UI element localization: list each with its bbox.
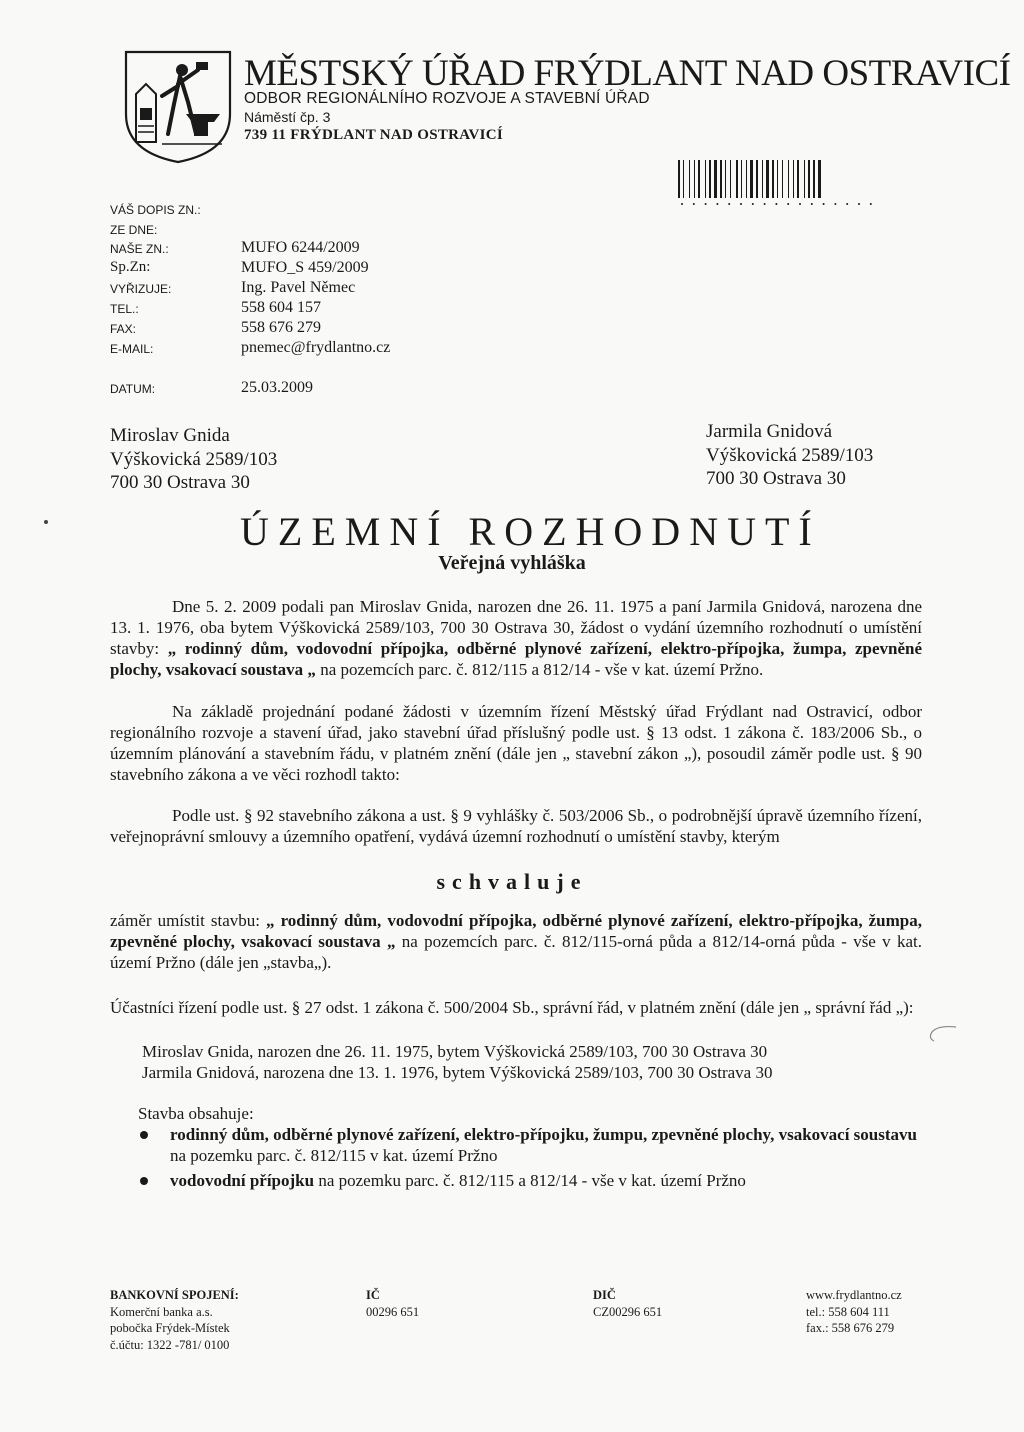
paragraph-decision-bold: „ rodinný dům, vodovodní přípojka, odběrné plynové zařízení, elektro-přípojka, žumpa, zpevněné plochy, vsakovací soustava „ (110, 911, 922, 951)
meta-label-nase-zn: NAŠE ZN.: (110, 242, 169, 256)
meta-value-nase-zn: MUFO 6244/2009 (241, 239, 360, 256)
paragraph-decision (110, 911, 922, 974)
list-item-text: na pozemku parc. č. 812/115 a 812/14 - vše v kat. území Pržno (314, 1171, 746, 1190)
footer-bank-line: č.účtu: 1322 -781/ 0100 (110, 1337, 230, 1352)
municipal-crest-icon (122, 48, 234, 164)
recipient-left-name: Miroslav Gnida (110, 425, 230, 446)
decision-word: schvaluje (436, 869, 588, 894)
meta-value-datum: 25.03.2009 (241, 379, 313, 396)
list-item (138, 1170, 928, 1191)
meta-label-spzn: Sp.Zn: (110, 259, 151, 275)
list-item (138, 1124, 928, 1166)
meta-value-email: pnemec@frydlantno.cz (241, 339, 391, 356)
scan-dot (44, 520, 48, 524)
paragraph-decision-text-1: záměr umístit stavbu: (110, 911, 267, 930)
list-item-text: na pozemku parc. č. 812/115 v kat. území Pržno (170, 1146, 498, 1165)
paragraph-application-bold: „ rodinný dům, vodovodní přípojka, odběrné plynové zařízení, elektro-přípojka, žumpa, zpevněné plochy, vsakovací soustava „ (110, 638, 922, 679)
org-department: ODBOR REGIONÁLNÍHO ROZVOJE A STAVEBNÍ ÚŘAD (244, 90, 650, 107)
footer-ic (366, 1287, 419, 1320)
recipient-left-city: 700 30 Ostrava 30 (110, 472, 250, 493)
participant-item: Miroslav Gnida, narozen dne 26. 11. 1975, bytem Výškovická 2589/103, 700 30 Ostrava 30 (142, 1042, 768, 1061)
paragraph-basis-text: Na základě projednání podané žádosti v územním řízení Městský úřad Frýdlant nad Ostravicí, odbor regionálního rozvoje a stavení úřad, jako stavební úřad příslušný podle ust. § 13 odst. 1 zákona č. 183/2006 Sb., o územním plánování a stavebním řádu, v platném znění (dále jen „ stavební zákon „), posoudil záměr podle ust. § 90 stavebního zákona a ve věci rozhodl takto: (110, 702, 922, 784)
recipient-right-name: Jarmila Gnidová (706, 421, 833, 442)
footer-ic-heading: IČ (366, 1288, 380, 1302)
paragraph-application-text-2: na pozemcích parc. č. 812/115 a 812/14 - vše v kat. území Pržno. (315, 659, 764, 679)
recipient-left (110, 424, 277, 495)
participant-item: Jarmila Gnidová, narozena dne 13. 1. 1976, bytem Výškovická 2589/103, 700 30 Ostrava 30 (142, 1063, 773, 1082)
meta-label-ze-dne: ZE DNE: (110, 223, 158, 237)
meta-label-vas-dopis: VÁŠ DOPIS ZN.: (110, 203, 201, 217)
org-street: Náměstí čp. 3 (244, 109, 331, 125)
paragraph-application (110, 597, 922, 681)
footer-dic-heading: DIČ (593, 1288, 616, 1302)
meta-value-spzn: MUFO_S 459/2009 (241, 259, 369, 276)
org-city: 739 11 FRÝDLANT NAD OSTRAVICÍ (244, 127, 504, 143)
barcode-icon (676, 160, 878, 208)
footer-website: www.frydlantno.cz (806, 1288, 902, 1302)
footer-bank (110, 1287, 239, 1353)
paragraph-application-text-1: Dne 5. 2. 2009 podali pan Miroslav Gnida, narozen dne 26. 11. 1975 a paní Jarmila Gnidová, narozena dne 13. 1. 1976, oba bytem Výškovická 2589/103, 700 30 Ostrava 30, žádost o vydání územního rozhodnutí o umístění stavby: (110, 597, 922, 658)
stavba-heading: Stavba obsahuje: (138, 1104, 254, 1123)
meta-label-fax: FAX: (110, 322, 137, 336)
stavba-list (138, 1124, 928, 1195)
document-subtitle: Veřejná vyhláška (438, 552, 586, 574)
paragraph-decision-text-2: na pozemcích parc. č. 812/115-orná půda a 812/14-orná půda - vše v kat. území Pržno (dále jen „stavba„). (110, 931, 922, 972)
list-item-bold: rodinný dům, odběrné plynové zařízení, elektro-přípojku, žumpu, zpevněné plochy, vsakovací soustavu (170, 1125, 917, 1144)
meta-label-vyrizuje: VYŘIZUJE: (110, 282, 172, 296)
paragraph-participants (110, 998, 922, 1019)
footer-fax: fax.: 558 676 279 (806, 1321, 895, 1335)
meta-label-tel: TEL.: (110, 302, 139, 316)
footer-bank-heading: BANKOVNÍ SPOJENÍ: (110, 1288, 239, 1302)
pen-mark-icon (926, 1024, 960, 1044)
footer-bank-line: pobočka Frýdek-Místek (110, 1321, 230, 1335)
paragraph-legal (110, 806, 922, 848)
footer-contact (806, 1287, 902, 1337)
footer-bank-line: Komerční banka a.s. (110, 1304, 213, 1319)
bullet-icon (140, 1177, 148, 1185)
recipient-right-city: 700 30 Ostrava 30 (706, 468, 846, 489)
meta-value-tel: 558 604 157 (241, 299, 321, 316)
footer-dic-value: CZ00296 651 (593, 1304, 663, 1319)
recipient-right-street: Výškovická 2589/103 (706, 444, 874, 466)
footer-phone: tel.: 558 604 111 (806, 1304, 890, 1319)
meta-label-datum: DATUM: (110, 382, 156, 396)
document-title: ÚZEMNÍ ROZHODNUTÍ (240, 509, 821, 554)
meta-label-email: E-MAIL: (110, 342, 154, 356)
paragraph-basis (110, 702, 922, 786)
list-item-bold: vodovodní přípojku (170, 1171, 315, 1190)
footer-ic-value: 00296 651 (366, 1304, 420, 1319)
meta-value-vyrizuje: Ing. Pavel Němec (241, 279, 356, 296)
bullet-icon (140, 1131, 148, 1139)
footer-dic (593, 1287, 662, 1320)
recipient-left-street: Výškovická 2589/103 (110, 448, 278, 470)
recipient-right (706, 420, 873, 491)
org-name: MĚSTSKÝ ÚŘAD FRÝDLANT NAD OSTRAVICÍ (244, 53, 1011, 94)
paragraph-legal-text: Podle ust. § 92 stavebního zákona a ust. § 9 vyhlášky č. 503/2006 Sb., o podrobnější úpravě územního řízení, veřejnoprávní smlouvy a územního opatření, vydává územní rozhodnutí o umístění stavby, kterým (110, 806, 922, 846)
paragraph-participants-text: Účastníci řízení podle ust. § 27 odst. 1 zákona č. 500/2004 Sb., správní řád, v platném znění (dále jen „ správní řád „): (110, 998, 914, 1017)
meta-value-fax: 558 676 279 (241, 319, 321, 336)
